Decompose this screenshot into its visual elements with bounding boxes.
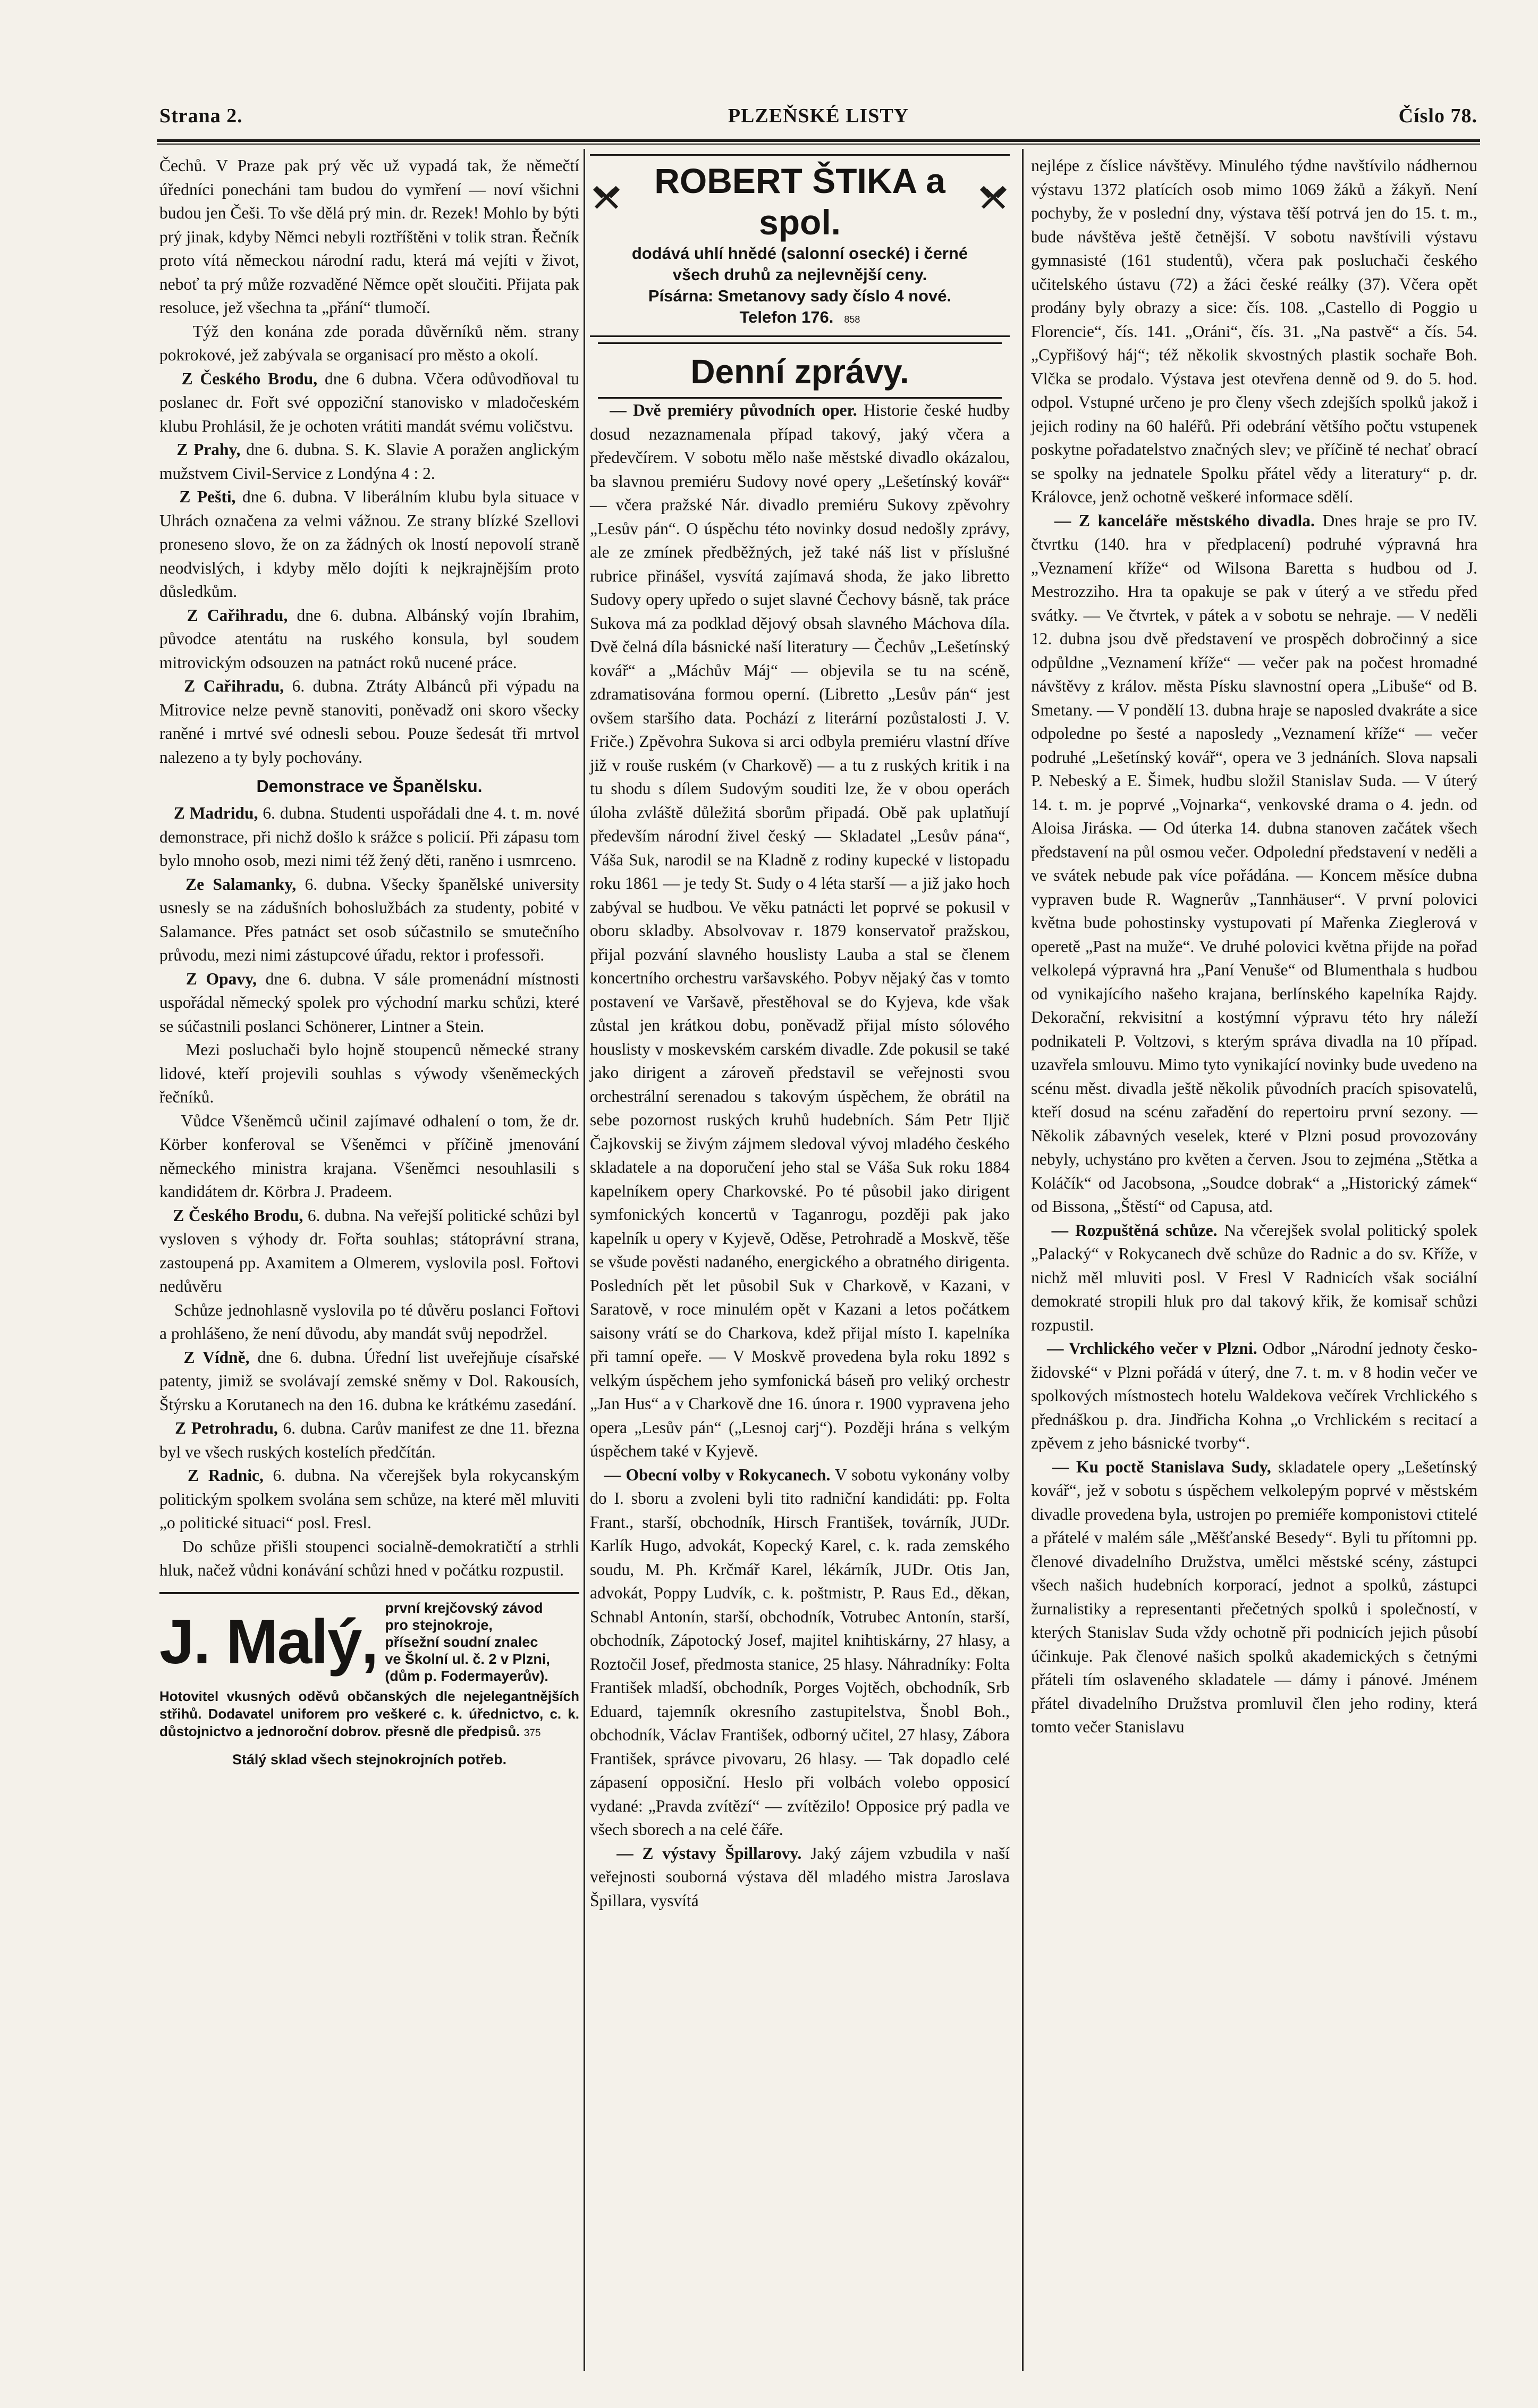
news-item	[159, 1346, 584, 1417]
news-dateline: Z Vídně,	[183, 1348, 250, 1367]
paragraph	[159, 1299, 584, 1346]
ad-number: 858	[844, 314, 860, 325]
ad-line: Písárna: Smetanovy sady číslo 4 nové.	[648, 287, 952, 305]
news-item	[159, 1464, 584, 1535]
news-dateline: Z Opavy,	[185, 969, 257, 988]
column-middle	[590, 154, 1014, 2371]
news-text: 6. dubna. Ztráty Albánců při výpadu na Mitrovice nelze pevně stanoviti, poněvadž oni skoro všecky raněné i mrtvé své odnesli sebou. Pouze šedesát tři mrtvol nalezeno a ty byly pochovány.	[159, 677, 584, 767]
paragraph: Čechů. V Praze pak prý věc už vypadá tak, že němečtí úředníci ponecháni tam budou do vymření — noví všichni budou jen Češi. To vše dělá prý min. dr. Rezek! Mohlo by býti prý jinak, kdyby Němci nebyli roztříštěni v tolik stran. Řečník proto vítá německou národní radu, která má vejíti v život, neboť ta prý může rozvaděné Němce opět sloučiti. Přijata pak resoluce, jež všechna ta „přání“ tlumočí.	[159, 156, 584, 317]
news-dateline: Z Cařihradu,	[187, 605, 288, 625]
ad-body	[159, 1688, 579, 1742]
news-text: V sobotu vykonány volby do I. sboru a zvoleni byli tito radniční kandidáti: pp. Folta Frant., starší, obchodník, Hirsch František, továrník, JUDr. Karlík Hugo, advokát, Kopecký Karel, c. k. rada zemského soudu, M. Ph. Krčmář Karel, lékárník, JUDr. Otis Jan, advokát, Poppy Ludvík, c. k. poštmistr, P. Raus Ed., děkan, Schnabl Antonín, starší, obchodník, Votrubec Antonín, starší, obchodník, Zápotocký Josef, majitel knihtiskárny, 27 hlasy, a Roztočil Josef, předmosta stanice, 25 hlasy. Náhradníky: Folta František mladší, obchodník, Porges Vojtěch, obchodník, Srb Eduard, tajemník okresního zastupitelstva, Šnobl Boh., obchodník, Václav František, odborný učitel, 27 hlasy, Zábora František, správce pivovaru, 26 hlasy. — Tak dopadlo celé zápasení opposiční. Heslo při volbách volebo opposicí vydané: „Pravda zvítězí“ — zvítězilo! Opposice prý padla ve všech sborech a na celé čáře.	[590, 1465, 1014, 1839]
paragraph-text: Týž den konána zde porada důvěrníků něm. strany pokrokové, jež zabývala se organisací pro město a okolí.	[159, 322, 584, 364]
issue-number: Číslo 78.	[1398, 105, 1477, 127]
column-right	[1031, 154, 1482, 2371]
news-dateline: Z Českého Brodu,	[181, 369, 318, 388]
news-headline: — Obecní volby v Rokycanech.	[604, 1465, 831, 1484]
header-rule-thin	[157, 144, 1480, 145]
section-subhead: Demonstrace ve Španělsku.	[256, 777, 483, 796]
ad-phone: Telefon 176.	[739, 308, 834, 326]
ad-brand-name: J. Malý,	[159, 1606, 378, 1677]
news-dateline: Z Pešti,	[179, 487, 236, 506]
section-rule	[598, 342, 1002, 344]
news-item	[159, 1204, 584, 1299]
news-text: 6. dubna. Na veřejší politické schůzi byl vysloven s výhody dr. Fořta souhlas; státoprávní strana, zastoupená pp. Axamitem a Olmerem, vyslovila posl. Fořtovi nedůvěru	[159, 1206, 584, 1295]
news-headline: — Z výstavy Špillarovy.	[616, 1843, 802, 1863]
paragraph	[159, 320, 584, 367]
crossed-hammers-icon	[977, 185, 1010, 218]
news-dateline: Z Českého Brodu,	[173, 1206, 303, 1225]
newspaper-title: PLZEŇSKÉ LISTY	[728, 105, 909, 127]
paragraph-text: Vůdce Všeněmců učinil zajímavé odhalení o tom, že dr. Körber konferoval se Všeněmci v příčině jmenování německého ministra krajana. Všeněmci nesouhlasili s kandidátem dr. Körbra J. Pradeem.	[159, 1111, 584, 1201]
news-text: dne 6. dubna. V liberálním klubu byla situace v Uhrách označena za velmi vážnou. Ze strany blízké Szellovi proneseno slovo, že on za žádných ok lností nepovolí straně neodvislých, i kdyby mělo dojíti k nejkrajnějším proto důsledkům.	[159, 487, 584, 601]
ad-number: 375	[523, 1727, 541, 1739]
news-item	[159, 438, 584, 485]
ad-footer: Stálý sklad všech stejnokrojních potřeb.	[232, 1751, 507, 1767]
news-headline: — Z kanceláře městského divadla.	[1054, 511, 1315, 530]
news-text: dne 6. dubna. S. K. Slavie A poražen anglickým mužstvem Civil-Service z Londýna 4 : 2.	[159, 440, 584, 483]
news-item	[1031, 1219, 1482, 1337]
news-item	[1031, 509, 1482, 1219]
crossed-hammers-icon	[590, 185, 623, 218]
news-dateline: Z Radnic,	[188, 1466, 264, 1485]
news-text: dne 6 dubna. Včera odůvodňoval tu poslanec dr. Fořt své oppoziční stanovisko v mladočeském klubu Prohlásil, že je ochoten vrátiti mandát svému voličstvu.	[159, 369, 584, 435]
news-headline: — Ku poctě Stanislava Sudy,	[1052, 1457, 1271, 1476]
ad-line: přísežní soudní znalec	[385, 1634, 538, 1650]
news-headline: — Rozpuštěná schůze.	[1051, 1220, 1218, 1240]
header-rule	[157, 139, 1480, 142]
news-text: dne 6. dubna. Úřední list uveřejňuje císařské patenty, jimiž se svolávají zemské sněmy v Dol. Rakousích, Štýrsku a Korutanech na den 16. dubna ke krátkému zasedání.	[159, 1348, 584, 1414]
news-dateline: Ze Salamanky,	[185, 874, 297, 894]
news-headline: — Dvě premiéry původních oper.	[610, 401, 857, 419]
news-item	[159, 1417, 584, 1464]
news-item	[159, 802, 584, 873]
ad-firm-name: ROBERT ŠTIKA a spol.	[654, 161, 945, 242]
news-dateline: Z Prahy,	[176, 440, 241, 459]
news-text: dne 6. dubna. Albánský vojín Ibrahim, původce atentátu na ruského konsula, byl soudem mitrovickým odsouzen na patnáct roků nucené práce.	[159, 605, 584, 672]
news-text: Jaký zájem vzbudila v naší veřejnosti souborná výstava děl mladého mistra Jaroslava Špillara, vysvítá	[590, 1843, 1014, 1910]
ad-line: pro stejnokroje,	[385, 1616, 493, 1633]
news-text: 6. dubna. Všecky španělské university usnesly se na zádušních bohoslužbách za studenty, pobité v Salamance. Přes patnáct set osob súčastnilo se smutečního průvodu, mezi nimi zástupcové úřadu, rektor i professoři.	[159, 874, 584, 964]
news-item	[1031, 1455, 1482, 1739]
news-text: dne 6. dubna. V sále promenádní místnosti uspořádal německý spolek pro východní marku schůzi, které se súčastnili poslanci Schönerer, Lintner a Stein.	[159, 969, 584, 1035]
news-item	[159, 604, 584, 675]
news-item	[159, 675, 584, 769]
news-item	[590, 399, 1014, 1463]
paragraph	[159, 1038, 584, 1109]
news-text: skladatele opery „Lešetínský kovář“, jež v sobotu s úspěchem velkolepým poprvé v městském divadle provedena byla, ustrojen po premiéře komponistovi ctitelé a přátelé v malém sále „Měšťanské Besedy“. Byli tu přítomni pp. členové divadelního Družstva, umělci městské scény, zástupci všech našich hudebních korporací, jednot a spolků, zástupci žurnalistiky a representanti přečetných spolků i společností, v kterých Stanislav Suda vždy ochotně při podnicích jejich působí účinkuje. Pak členové našich spolků akademických s četnými přáteli tím oslaveného skladatele — dámy i pánové. Jménem přátel divadelního Družstva promluvil člen jeho rodiny, která tomto večer Stanislavu	[1031, 1457, 1482, 1736]
news-dateline: Z Madridu,	[173, 804, 258, 822]
column-left	[159, 154, 584, 2371]
news-text: Na včerejšek svolal politický spolek „Palacký“ v Rokycanech dvě schůze do Radnic a do sv. Kříže, v nichž měl mluviti posl. V Fresl V Radnicích však sociální demokraté stropili hluk pro dal takový křik, že komisař schůzi rozpustil.	[1031, 1220, 1482, 1334]
news-dateline: Z Petrohradu,	[175, 1419, 278, 1437]
news-item	[590, 1842, 1014, 1913]
paragraph	[159, 1109, 584, 1204]
ad-line: (dům p. Fodermayerův).	[385, 1668, 548, 1684]
news-item	[159, 967, 584, 1039]
news-text: 6. dubna. Na včerejšek byla rokycanským politickým spolkem svolána sem schůze, na které měl mluviti „o politické situaci“ posl. Fresl.	[159, 1466, 584, 1532]
ad-heading	[159, 1599, 579, 1685]
ad-line: všech druhů za nejlevnější ceny.	[672, 265, 927, 284]
news-item	[159, 485, 584, 604]
paragraph-text: Do schůze přišli stoupenci socialně-demokratičtí a strhli hluk, načež vůdni konávání schůzi hned v počátku rozpustil.	[159, 1537, 584, 1579]
news-headline: — Vrchlického večer v Plzni.	[1047, 1339, 1257, 1358]
section-title: Denní zprávy.	[690, 352, 909, 391]
news-text: 6. dubna. Studenti uspořádali dne 4. t. m. nové demonstrace, při nichž došlo k srážce s policií. Při zápasu tom bylo mnoho osob, mezi nimi též žený děti, raněno i usmrceno.	[159, 804, 584, 870]
news-item	[1031, 1337, 1482, 1455]
page-number: Strana 2.	[159, 105, 243, 127]
advertisement-stika	[590, 154, 1010, 337]
column-divider	[1022, 149, 1024, 2371]
news-item	[590, 1463, 1014, 1842]
ad-line: dodává uhlí hnědé (salonní osecké) i černé	[631, 244, 968, 263]
news-text: Odbor „Národní jednoty česko-židovské“ v Plzni pořádá v úterý, dne 7. t. m. v 8 hodin večer ve spolkových místnostech hotelu Waldekova večírek Vrchlického s přednáškou p. dra. Jindřicha Kohna „o Vrchlickém s recitací a zpěvem z jeho básnické tvorby“.	[1031, 1339, 1482, 1452]
news-item	[159, 367, 584, 439]
page-header	[159, 104, 1477, 131]
news-item	[159, 873, 584, 967]
column-divider	[584, 149, 585, 2371]
paragraph-text: Mezi posluchači bylo hojně stoupenců německé strany lidové, kteří projevili souhlas s výwody všeněmeckých řečníků.	[159, 1040, 584, 1106]
ad-firm-row	[590, 160, 1010, 243]
paragraph	[159, 1535, 584, 1582]
ad-heading-lines	[385, 1599, 550, 1685]
news-text: 6. dubna. Carův manifest ze dne 11. března byl ve všech ruských kostelích předčítán.	[159, 1419, 584, 1461]
ad-body-text: Hotovitel vkusných oděvů občanských dle nejelegantnějších střihů. Dodavatel uniforem pro veškeré c. k. úřednictvo, c. k. důstojnictvo a jednoroční dobrov. přesně dle předpisů.	[159, 1688, 579, 1739]
paragraph-text: Schůze jednohlasně vyslovila po té důvěru poslanci Fořtovi a prohlášeno, že není důvodu, aby mandát svůj nepodržel.	[159, 1300, 584, 1343]
ad-line: první krejčovský závod	[385, 1599, 543, 1616]
ad-line: ve Školní ul. č. 2 v Plzni,	[385, 1651, 550, 1667]
news-dateline: Z Cařihradu,	[184, 677, 284, 695]
news-text: Historie české hudby dosud nezaznamenala případ takový, jaký včera a předevčírem. V sobotu mělo naše městské divadlo okázalou, ba slavnou premiéru Sudovy nové opery „Lešetínský kovář“ — včera pražské Nár. divadlo premiéru Sukovy zpěvohry „Lesův pán“. O úspěchu této novinky dosud nedošly zprávy, ale ze zmínek předběžných, jež také náš list v příslušné rubrice přinášel, vysvítá zajímavá shoda, že jako libretto Sudovy opery upředo o sujet slavné Čechovy básně, tak práce Sukova má za podklad dějový obsah slavného Máchova díla. Dvě čelná díla básnické naší literatury — Čechův „Lešetínský kovář“ a „Máchův Máj“ — objevila se tu na scéně, zdramatisována formou operní. (Libretto „Lesův pán“ jest ovšem staršího data. Pochází z literární pozůstalosti J. V. Friče.) Zpěvohra Sukova si arci odbyla premiéru vlastní dříve již v rouše ruském (v Charkově) — a tu z ruských kritik i na tu shodu s dílem Sudovým souditi lze, že v obou operách úloha zvláště důležitá sborům připadá. Obě pak uplatňují především národní živel český — Skladatel „Lesův pána“, Váša Suk, narodil se na Kladně z rodiny kupecké v listopadu roku 1861 — je tedy St. Sudy o 4 léta starší — a již jako hoch zabýval se hudbou. Ve věku patnácti let poprvé se pokusil v oboru skladby. Absolvovav r. 1879 konservatoř pražskou, přijal pozvání slavného houslisty Lauba a stal se členem koncertního orchestru varšavského. Pobyv nějaký čas v tomto postavení ve Varšavě, přestěhoval se do Kyjeva, kde však zůstal jen krátkou dobu, poněvadž přijal místo sólového houslisty v moskevském carském divadle. Zde pokusil se také jako dirigent a zároveň představil se veřejnosti svou orchestrální serenadou s takovým úspěchem, že obrátil na sebe pozornost ruských kruhů hudebních. Sám Petr Iljič Čajkovskij se živým zájmem sledoval vývoj mladého českého skladatele a na doporučení jeho stal se Váša Suk roku 1884 kapelníkem opery Charkovské. Po té působil jako dirigent symfonických koncertů v Taganrogu, později pak jako kapelník u opery v Kyjevě, Oděse, Petrohradě a Moskvě, těše se všude pověsti nadaného, energického a obratného dirigenta. Posledních pět let působil Suk v Charkově, v Kazani, v Saratově, v roce minulém opět v Kazani a letos počátkem saisony vrátí se do Charkova, kdež přijal místo I. kapelníka při tamní opeře. — V Moskvě provedena byla roku 1892 s velkým úspěchem jeho symfonická báseň pro veliký orchestr „Jan Hus“ a v Charkově dne 16. února r. 1900 vypravena jeho opera „Lesův pán“ („Lesnoj carj“). Později hrána s velkým úspěchem také v Kyjevě.	[590, 401, 1014, 1460]
ad-line	[590, 307, 1010, 330]
news-text: Dnes hraje se pro IV. čtvrtku (140. hra v předplacení) podruhé výpravná hra „Veznamení kříže“ od Wilsona Baretta s hudbou od J. Mestrozziho. Hra ta opakuje se pak v úterý a ve středu před svátky. — Ve čtvrtek, v pátek a v sobotu se nehraje. — V neděli 12. dubna jsou dvě představení ve prospěch dobročinný a sice odpůldne „Veznamení kříže“ — večer pak na počest hromadné návštěvy z králov. města Písku slavnostní opera „Libuše“ od B. Smetany. — V pondělí 13. dubna hraje se naposled dvakráte a sice odpoledne po šesté a naposledy „Veznamení kříže“ — večer podruhé „Lešetínský kovář“, opera ve 3 jednáních. Slova napsali P. Nebeský a E. Šimek, hudbu složil Stanislav Suda. — V úterý 14. t. m. je poprvé „Vojnarka“, venkovské drama o 4. jedn. od Aloisa Jiráska. — Od úterka 14. dubna stanoven začátek všech představení na půl osmou večer. Odpolední představení v neděli a ve svátek nebude pak více pořádána. — Koncem měsíce dubna vypraven bude R. Wagnerův „Tannhäuser“. V první polovici května bude pohostinsky vystupovati pí Mařenka Zieglerová v operetě „Past na muže“. Ve druhé polovici května přijde na pořad velkolepá výpravná hra „Paní Venuše“ od Blumenthala s hudbou od vynikajícího našeho krajana, berlínského kapelníka Rajdy. Dekorační, rekvisitní a kostýmní výpravu této hry náleží podnikateli P. Voltzovi, s kterým správa divadla na 10 případ. uzavřela smlouvu. Mimo tyto vynikající novinky bude uvedeno na scénu měst. divadla ještě několik původních pracích spisovatelů, kteří dosud na scénu zařadění do repertoiru první sezony. — Několik zábavných veselek, které v Plzni posud provozovány nebyly, uchystáno pro květen a červen. Jsou to zejména „Stětka a Koláčík“ od Jacobsona, „Soudce dobrak“ a „Historický zámek“ od Bissona, „Štěstí“ od Capusa, atd.	[1031, 511, 1482, 1216]
paragraph: nejlépe z číslice návštěvy. Minulého týdne navštívilo nádhernou výstavu 1372 platících osob mimo 1069 žáků a žákyň. Není pochyby, že v poslední dny, výstava těší potrvá jen do 15. t. m., bude návštěva ještě četnější. V sobotu navštívili výstavu gymnasisté (161 studentů), včera pak posluchači českého učitelského ústavu (72) a žáci české reálky (37). Včera opět prodány byly obrazy a sice: čís. 108. „Castello di Poggio u Florencie“, čís. 141. „Oráni“, čís. 31. „Na pastvě“ a čís. 54. „Cypřišový háj“; též několik skvostných plastik sochaře Boh. Vlčka se prodalo. Výstava jest otevřena denně od 9. do 5. hod. odpol. Vstupné určeno je pro členy všech zdejších spolků jakož i jejich rodiny na 60 haléřů. Při odebrání většího počtu vstupenek poskytne pořadatelstvo značných slev; ve příčině té nechať obrací se spolky na jednatele Spolku přátel vědy a literatury“ p. dr. Královce, jenž ochotně veškeré informace sdělí.	[1031, 156, 1482, 506]
advertisement-maly	[159, 1592, 579, 1768]
